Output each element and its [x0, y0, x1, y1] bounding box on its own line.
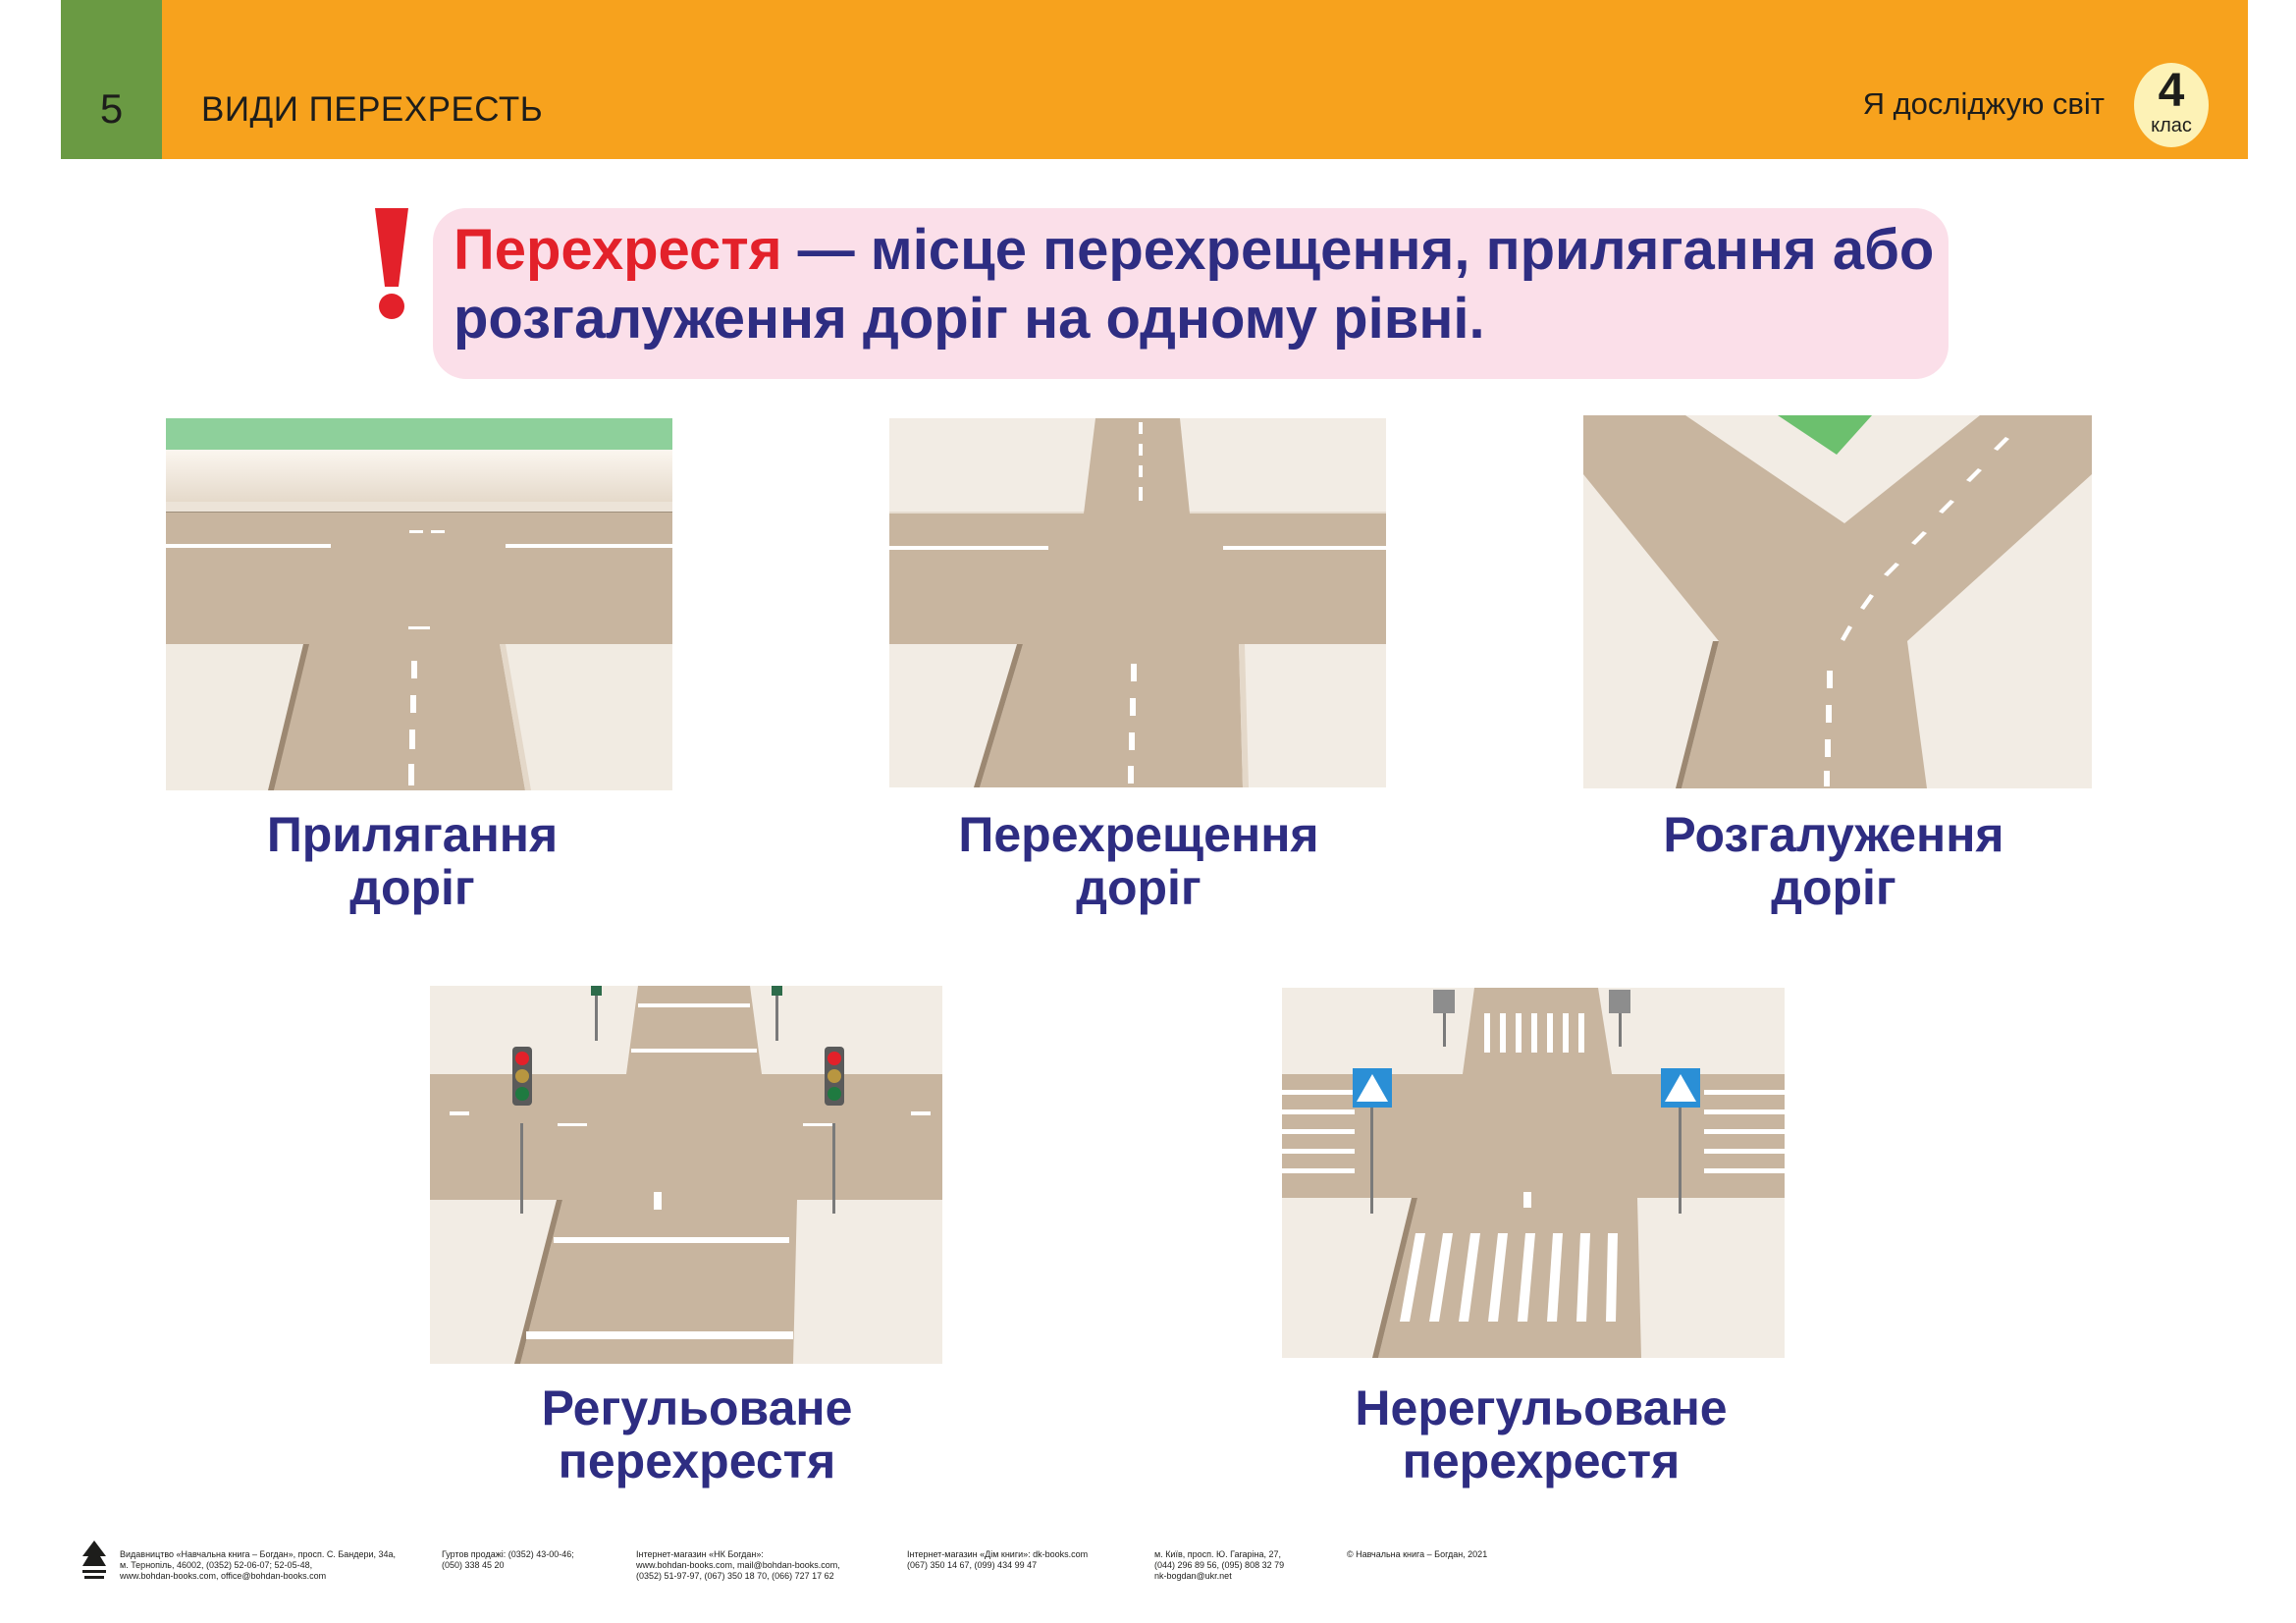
caption-line: Розгалуження — [1663, 807, 2004, 862]
grade-label: клас — [2151, 115, 2192, 136]
grade-badge — [2134, 63, 2209, 147]
caption-line: Прилягання — [266, 807, 559, 862]
caption-line: перехрестя — [1402, 1434, 1681, 1488]
caption-unregulated — [1306, 1381, 1777, 1488]
footer-shop-dim-knyhy: Інтернет-магазин «Дім книги»: dk-books.com (067) 350 14 67, (099) 434 99 47 — [907, 1549, 1089, 1570]
subject-title: Я досліджую світ — [1862, 86, 2105, 121]
caption-regulated — [461, 1381, 933, 1488]
caption-line: Нерегульоване — [1355, 1380, 1728, 1435]
crossing-roads-illustration — [889, 418, 1386, 787]
caption-line: доріг — [1076, 860, 1201, 915]
header-bar — [61, 0, 2248, 159]
page-number: 5 — [99, 85, 124, 132]
caption-crossing — [903, 808, 1374, 914]
publisher-logo-icon — [79, 1539, 110, 1582]
footer-kyiv-address: м. Київ, просп. Ю. Гагаріна, 27, (044) 296 89 56, (095) 808 32 79 nk-bogdan@ukr.net — [1154, 1549, 1285, 1581]
caption-line: доріг — [1771, 860, 1896, 915]
exclamation-icon — [369, 204, 414, 322]
adjoining-roads-illustration — [166, 418, 672, 790]
footer-wholesale: Гуртов продажі: (0352) 43-00-46; (050) 338 45 20 — [442, 1549, 574, 1570]
footer-shop-bogdan: Інтернет-магазин «НК Богдан»: www.bohdan-books.com, mail@bohdan-books.com, (0352) 51-97-97, (067) 350 18 70, (066) 727 17 62 — [636, 1549, 840, 1581]
definition-body: — місце перехрещення, прилягання або розгалуження доріг на одному рівні. — [454, 218, 1935, 351]
section-title: ВИДИ ПЕРЕХРЕСТЬ — [201, 90, 544, 129]
definition-term: Перехрестя — [454, 218, 782, 282]
unregulated-crossroads-illustration — [1282, 988, 1785, 1358]
regulated-crossroads-illustration — [430, 986, 942, 1364]
caption-line: Перехрещення — [958, 807, 1319, 862]
grade-number: 4 — [2158, 65, 2185, 117]
caption-line: перехрестя — [558, 1434, 836, 1488]
caption-line: Регульоване — [541, 1380, 853, 1435]
caption-branching — [1598, 808, 2069, 914]
branching-roads-illustration — [1583, 415, 2092, 788]
caption-line: доріг — [349, 860, 475, 915]
page-number-box — [61, 0, 162, 159]
definition-text — [454, 216, 1946, 353]
footer-copyright: © Навчальна книга – Богдан, 2021 — [1347, 1549, 1488, 1559]
footer-publisher: Видавництво «Навчальна книга – Богдан», просп. С. Бандери, 34а, м. Тернопіль, 46002, (0352) 52-06-07; 52-05-48, www.bohdan-books.com, office@bohdan-books.com — [120, 1549, 397, 1581]
caption-adjoining — [206, 808, 618, 914]
